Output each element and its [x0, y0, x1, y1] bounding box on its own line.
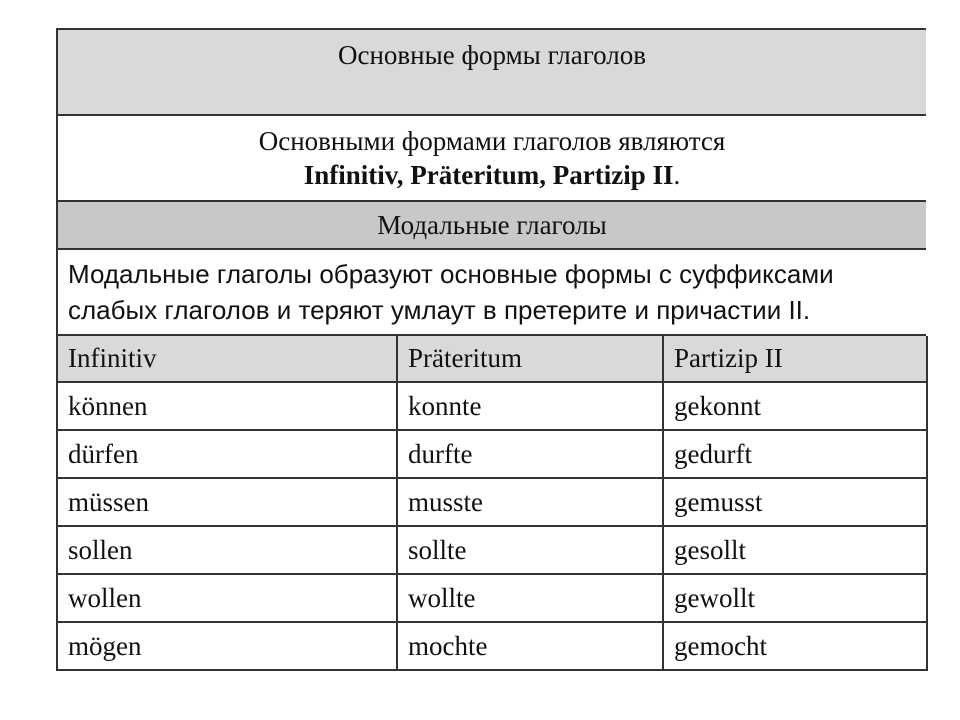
modal-heading: Модальные глаголы [377, 210, 607, 240]
header-partizip: Partizip II [663, 336, 927, 382]
header-praeteritum: Präteritum [397, 336, 663, 382]
cell-partizip: gemocht [663, 622, 927, 670]
table-row [57, 382, 927, 430]
modal-heading-band [58, 202, 926, 250]
cell-partizip: gekonnt [663, 382, 927, 430]
modal-description-line-2: слабых глаголов и теряют умлаут в претерите и причастии II. [68, 295, 811, 325]
cell-infinitiv: müssen [57, 478, 397, 526]
cell-praeteritum: konnte [397, 382, 663, 430]
cell-praeteritum: durfte [397, 430, 663, 478]
cell-partizip: gedurft [663, 430, 927, 478]
table-row [57, 574, 927, 622]
table-row [57, 622, 927, 670]
cell-infinitiv: mögen [57, 622, 397, 670]
table-header-row [57, 336, 927, 382]
modal-verbs-table [56, 336, 928, 671]
intro-forms-end: . [673, 160, 681, 190]
modal-description-line-1: Модальные глаголы образуют основные формы с суффиксами [68, 259, 834, 289]
cell-infinitiv: wollen [57, 574, 397, 622]
title-band [58, 30, 926, 116]
modal-description-band [58, 250, 926, 336]
intro-forms-bold: Infinitiv, Präteritum, Partizip II [303, 160, 674, 190]
table-row [57, 478, 927, 526]
cell-partizip: gemusst [663, 478, 927, 526]
cell-infinitiv: können [57, 382, 397, 430]
cell-partizip: gewollt [663, 574, 927, 622]
page-title: Основные формы глаголов [338, 40, 646, 70]
cell-infinitiv: sollen [57, 526, 397, 574]
cell-praeteritum: mochte [397, 622, 663, 670]
cell-praeteritum: wollte [397, 574, 663, 622]
verb-forms-sheet [56, 28, 926, 671]
cell-praeteritum: musste [397, 478, 663, 526]
header-infinitiv: Infinitiv [57, 336, 397, 382]
cell-praeteritum: sollte [397, 526, 663, 574]
cell-infinitiv: dürfen [57, 430, 397, 478]
cell-partizip: gesollt [663, 526, 927, 574]
intro-forms [58, 158, 926, 192]
intro-line: Основными формами глаголов являются [258, 126, 726, 156]
intro-band [58, 116, 926, 202]
table-row [57, 526, 927, 574]
table-row [57, 430, 927, 478]
